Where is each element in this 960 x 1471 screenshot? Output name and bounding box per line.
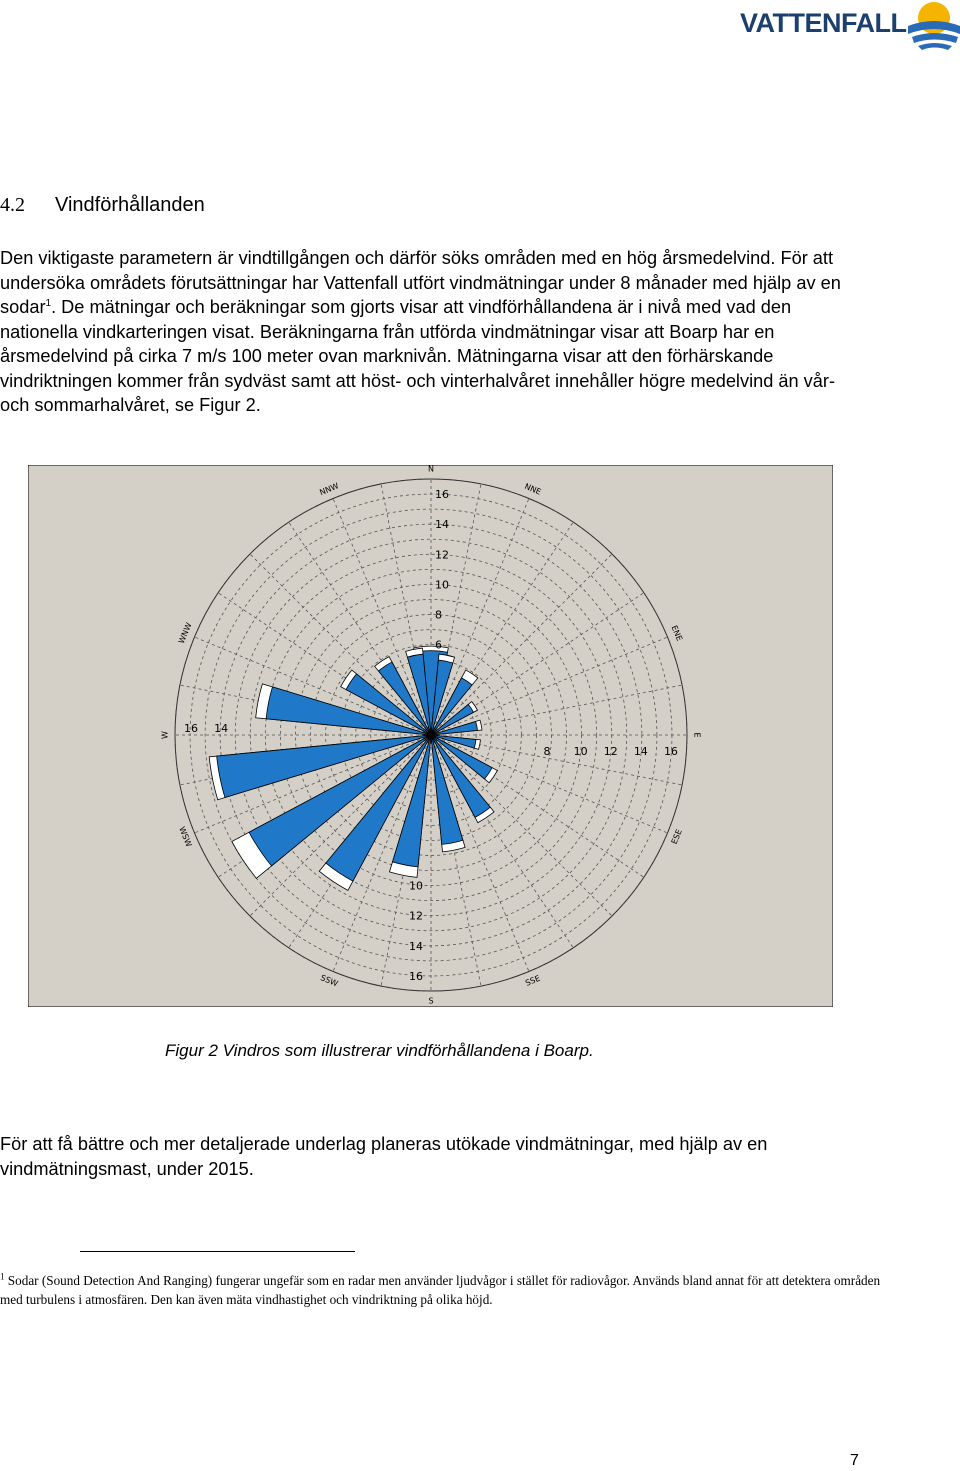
compass-label-nne: NNE — [523, 481, 543, 497]
footnote-reference[interactable]: 1 — [45, 297, 52, 309]
vattenfall-sun-icon — [906, 0, 960, 52]
tick-label-east: 16 — [663, 745, 678, 758]
wind-rose-figure — [28, 465, 833, 1007]
tick-label-north: 12 — [435, 548, 449, 562]
tick-label-east: 8 — [543, 745, 551, 758]
compass-label-s: S — [428, 996, 434, 1006]
tick-label-west: 14 — [214, 722, 229, 735]
compass-label-ene: ENE — [669, 624, 684, 643]
footnote-number: 1 — [0, 1271, 5, 1282]
figure-caption: Figur 2 Vindros som illustrerar vindförhållandena i Boarp. — [165, 1041, 594, 1060]
page-number: 7 — [850, 1452, 859, 1469]
tick-label-north: 14 — [435, 518, 449, 532]
section-number: 4.2 — [0, 194, 25, 216]
tick-label-north: 8 — [435, 608, 442, 622]
tick-label-north: 6 — [435, 638, 442, 652]
tick-label-east: 12 — [603, 745, 618, 758]
paragraph-2: För att få bättre och mer detaljerade underlag planeras utökade vindmätningar, med hjälp av en vindmätningsmast, under 2015. — [0, 1134, 768, 1179]
footnote-divider — [80, 1251, 355, 1252]
compass-label-sse: SSE — [524, 973, 542, 988]
logo-text: VATTENFALL — [740, 8, 907, 38]
tick-label-south: 14 — [409, 939, 423, 953]
wind-rose-chart — [28, 465, 833, 1007]
paragraph-1-part-1: Den viktigaste parametern är vindtillgången och därför söks områden med en hög årsmedelvind. För att undersöka områdets förutsättningar har Vattenfall utfört vindmätningar under 8 månader med hjälp av en sodar — [0, 248, 841, 317]
compass-label-n: N — [428, 465, 434, 474]
footnote — [0, 1272, 900, 1309]
compass-label-wsw: WSW — [177, 825, 194, 849]
paragraph-1-part-2: . De mätningar och beräkningar som gjorts visar att vindförhållandena är i nivå med vad den nationella vindkarteringen visat. Beräkningarna från utförda vindmätningar visar att Boarp har en årsmedelvind på cirka 7 m/s 100 meter ovan marknivån. Mätningarna visar att den förhärskande vindriktningen kommer från sydväst samt att höst- och vinterhalvåret innehåller högre medelvind än vår- och sommarhalvåret, se Figur 2. — [0, 297, 835, 415]
tick-label-east: 10 — [573, 745, 588, 758]
compass-label-ssw: SSW — [319, 973, 340, 989]
tick-label-north: 10 — [435, 578, 449, 592]
paragraph-1 — [0, 246, 860, 418]
tick-label-south: 12 — [409, 909, 423, 923]
compass-label-ese: ESE — [669, 828, 684, 846]
compass-label-e: E — [692, 732, 702, 738]
compass-label-nnw: NNW — [318, 481, 341, 498]
tick-label-south: 10 — [409, 879, 423, 893]
compass-label-wnw: WNW — [176, 621, 194, 646]
tick-label-north: 16 — [435, 488, 449, 502]
tick-label-east: 14 — [633, 745, 648, 758]
tick-label-west: 16 — [184, 722, 199, 735]
vattenfall-logo — [740, 0, 960, 52]
section-title: Vindförhållanden — [55, 194, 205, 216]
section-heading — [0, 194, 205, 217]
footnote-text: Sodar (Sound Detection And Ranging) fungerar ungefär som en radar men använder ljudvågor i stället för radiovågor. Används bland annat för att detektera områden med turbulens i atmosfären. Den kan även mäta vindhastighet och vindriktning på olika höjd. — [0, 1273, 881, 1307]
tick-label-south: 16 — [409, 969, 423, 983]
compass-label-w: W — [160, 731, 170, 739]
